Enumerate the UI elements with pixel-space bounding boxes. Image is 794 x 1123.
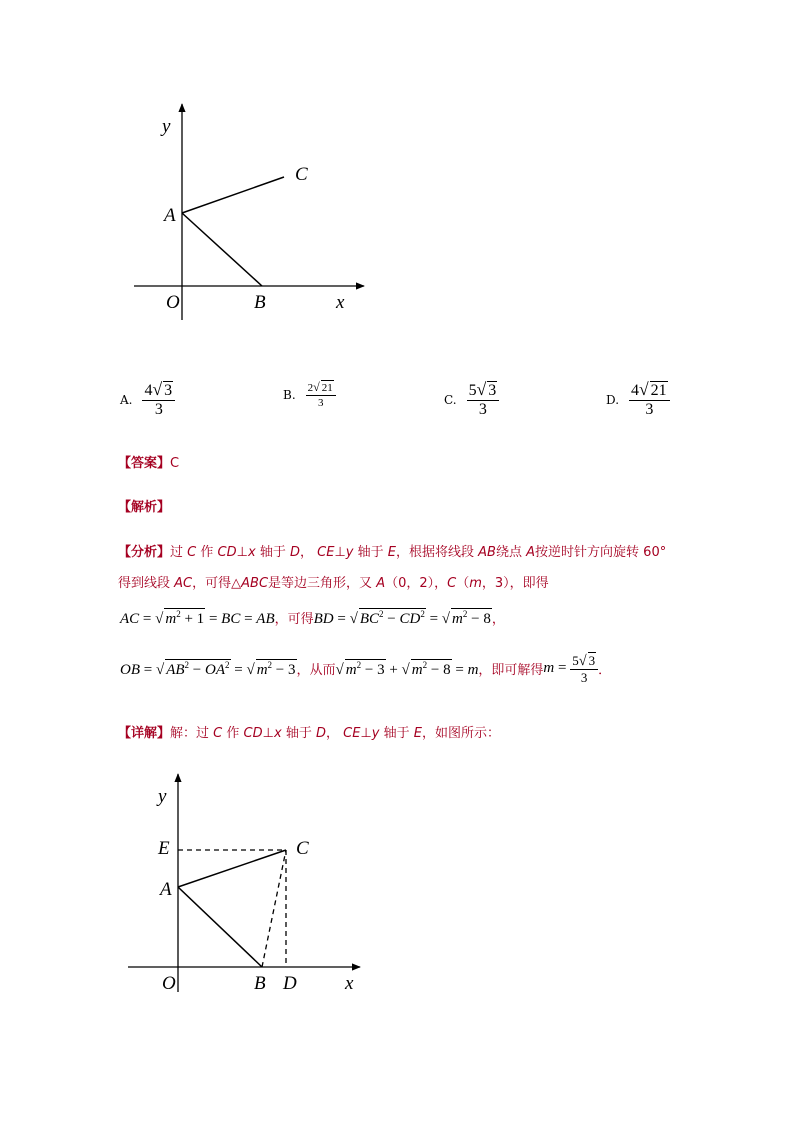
fenxi-text: 是等边三角形，又 xyxy=(268,576,373,591)
answer-label: 【答案】 xyxy=(118,456,171,471)
segment-ac xyxy=(178,850,286,887)
option-c-fraction: $\frac{5√ 3}{3}$ xyxy=(467,380,500,419)
label-o: O xyxy=(162,973,176,994)
fenxi-text: 绕点 xyxy=(495,545,522,560)
fenxi-text: ． xyxy=(598,663,612,678)
label-o: O xyxy=(166,292,180,313)
label-a: A xyxy=(164,205,176,226)
fenxi-text: ，从而 xyxy=(296,663,336,678)
analysis-title: 【解析】 xyxy=(118,500,171,515)
fenxi-var: C xyxy=(447,576,457,591)
label-y: y xyxy=(162,116,171,137)
label-x: x xyxy=(336,292,345,313)
formula-line-1 xyxy=(120,608,505,628)
option-a[interactable] xyxy=(120,380,175,419)
fenxi-var: A xyxy=(526,545,536,560)
fenxi-text: ， xyxy=(491,612,505,627)
option-b[interactable] xyxy=(283,380,336,410)
fenxi-line-1 xyxy=(118,541,666,560)
label-y: y xyxy=(158,786,167,807)
xiangjie-var: CD xyxy=(243,726,263,741)
xiangjie-line xyxy=(118,722,500,741)
label-c: C xyxy=(296,838,309,859)
option-d-letter: D. xyxy=(606,392,620,407)
xiangjie-text: 轴于 xyxy=(383,726,410,741)
fenxi-text: ，可得△ xyxy=(192,576,242,591)
option-a-radicand: 3 xyxy=(164,382,173,399)
fenxi-line-2 xyxy=(118,572,549,591)
option-c-coef: 5 xyxy=(468,382,477,399)
fenxi-label: 【分析】 xyxy=(118,545,171,560)
option-b-den: 3 xyxy=(317,397,324,409)
label-d: D xyxy=(283,973,297,994)
xiangjie-text: 轴于 xyxy=(285,726,312,741)
fenxi-text: 轴于 xyxy=(357,545,384,560)
option-d-fraction: $\frac{4√ 21}{3}$ xyxy=(629,380,670,419)
label-e: E xyxy=(158,838,170,859)
segment-ab xyxy=(182,213,262,286)
fenxi-var: E xyxy=(387,545,396,560)
xiangjie-var: D xyxy=(315,726,326,741)
option-c-den: 3 xyxy=(478,401,487,418)
fenxi-text: （ xyxy=(456,576,470,591)
fenxi-text: 按逆时针方向旋转 xyxy=(535,545,640,560)
answer-value: C xyxy=(170,456,180,471)
segment-ab xyxy=(178,887,262,967)
fenxi-text: ，根据将线段 xyxy=(395,545,474,560)
figure-1-diagram xyxy=(120,100,370,320)
option-a-coef: 4 xyxy=(144,382,153,399)
option-c[interactable] xyxy=(444,380,499,419)
xiangjie-var: E xyxy=(413,726,422,741)
segment-ac xyxy=(182,177,284,213)
perp-symbol: ⊥ xyxy=(334,545,346,560)
fenxi-var: CE xyxy=(317,545,335,560)
fenxi-var: AB xyxy=(478,545,496,560)
fenxi-var: AC xyxy=(174,576,193,591)
figure-2-diagram xyxy=(120,770,380,1010)
option-d-radicand: 21 xyxy=(650,382,667,399)
fenxi-var: x xyxy=(247,545,256,560)
label-c: C xyxy=(295,164,308,185)
formula-line-2 xyxy=(120,652,611,685)
label-b: B xyxy=(254,973,266,994)
option-c-radicand: 3 xyxy=(488,382,497,399)
label-x: x xyxy=(345,973,354,994)
xiangjie-var: x xyxy=(273,726,282,741)
formula-bd: BD = √ $BC^2 - CD^2$ = √ $m^2 - 8$ xyxy=(313,609,491,627)
fenxi-text: ，3），即得 xyxy=(481,576,549,591)
segment-bc xyxy=(262,850,286,967)
fenxi-var: A xyxy=(376,576,386,591)
fenxi-var: ABC xyxy=(241,576,269,591)
xiangjie-var: y xyxy=(371,726,380,741)
option-a-fraction: $\frac{4√ 3}{3}$ xyxy=(142,380,175,419)
option-b-radicand: 21 xyxy=(321,382,333,394)
xiangjie-var: C xyxy=(213,726,223,741)
option-b-coef: 2 xyxy=(307,382,314,394)
fenxi-var: D xyxy=(289,545,300,560)
option-d-den: 3 xyxy=(645,401,654,418)
fenxi-text: ，可得 xyxy=(274,612,314,627)
formula-ob: OB = √ $AB^2 - OA^2$ = √ $m^2 - 3$ xyxy=(120,659,296,678)
option-d-coef: 4 xyxy=(631,382,640,399)
perp-symbol: ⊥ xyxy=(262,726,274,741)
xiangjie-text: ， xyxy=(325,726,339,741)
fenxi-text: 作 xyxy=(200,545,214,560)
perp-symbol: ⊥ xyxy=(360,726,372,741)
fenxi-text: 得到线段 xyxy=(118,576,171,591)
perp-symbol: ⊥ xyxy=(236,545,248,560)
fenxi-text: （0，2）， xyxy=(385,576,448,591)
xiangjie-label: 【详解】 xyxy=(118,726,171,741)
xiangjie-var: CE xyxy=(343,726,361,741)
option-c-letter: C. xyxy=(444,392,457,407)
option-b-letter: B. xyxy=(283,388,296,402)
option-a-letter: A. xyxy=(120,392,133,407)
option-b-fraction: $\frac{2√ 21}{3}$ xyxy=(306,380,336,410)
fenxi-text: 60° xyxy=(643,545,667,560)
formula-equation: √ $m^2 - 3$ + √ $m^2 - 8 = m$ xyxy=(335,659,479,678)
fenxi-var: y xyxy=(345,545,354,560)
fenxi-var: m xyxy=(469,576,482,591)
formula-m: m = $\frac{5√ 3}{3}$ xyxy=(543,652,598,685)
option-a-den: 3 xyxy=(154,401,163,418)
xiangjie-text: ，如图所示： xyxy=(421,726,500,741)
fenxi-text: ，即可解得 xyxy=(478,663,544,678)
option-d[interactable] xyxy=(606,380,670,419)
xiangjie-text: 作 xyxy=(226,726,240,741)
fenxi-text: ， xyxy=(299,545,313,560)
fenxi-text: 轴于 xyxy=(259,545,286,560)
fenxi-var: CD xyxy=(217,545,237,560)
label-a: A xyxy=(160,879,172,900)
fenxi-text: 过 xyxy=(170,545,184,560)
formula-ac: AC = √ $m^2 + 1$ = BC = AB xyxy=(120,609,275,627)
xiangjie-text: 解：过 xyxy=(170,726,210,741)
fenxi-var: C xyxy=(187,545,197,560)
answer-line xyxy=(118,452,179,471)
label-b: B xyxy=(254,292,266,313)
